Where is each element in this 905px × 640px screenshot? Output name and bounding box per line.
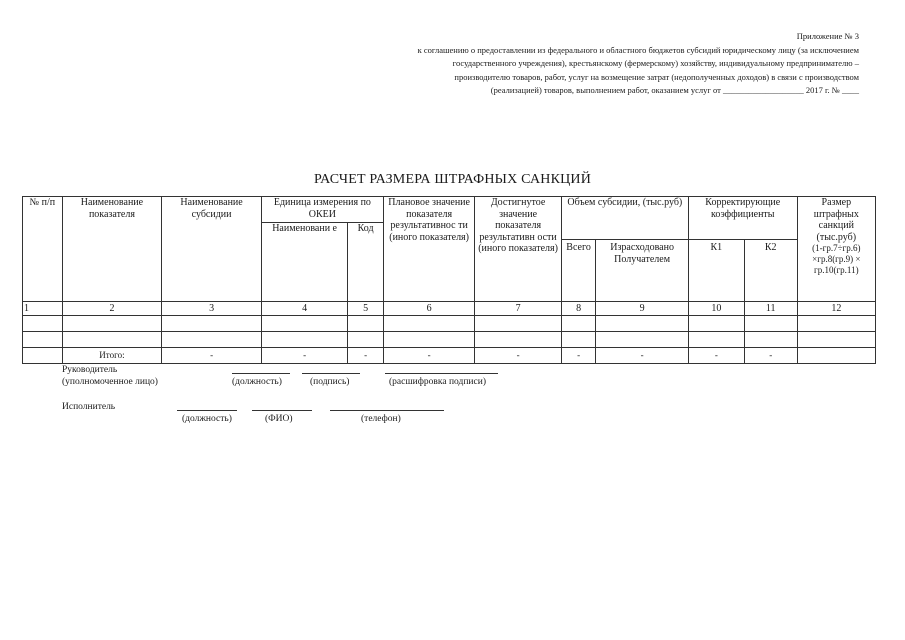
document-title: РАСЧЕТ РАЗМЕРА ШТРАФНЫХ САНКЦИЙ [313,172,592,187]
annex-line: государственного учреждения), крестьянскому (фермерскому) хозяйству, индивидуальному предпринимателю – [452,58,859,68]
table-cell[interactable] [62,332,162,348]
column-number: 1 [23,302,63,316]
head-position-line[interactable] [232,373,290,374]
total-cell: - [688,348,744,364]
table-cell[interactable] [596,316,689,332]
annex-line: к соглашению о предоставлении из федерального и областного бюджетов субсидий юридическому лицу (за исключением [417,44,859,55]
header-correction-coefficients: Корректирующие коэффициенты [688,197,797,240]
header-subsidy-spent [596,240,689,302]
table-cell[interactable] [688,332,744,348]
column-number: 12 [797,302,875,316]
header-penalty-formula: (1-гр.7÷гр.6) ×гр.8(гр.9) × гр.10(гр.11) [812,243,861,275]
header-indicator-name: Наименование показателя [62,197,162,302]
executor-label: Исполнитель [62,402,116,412]
header-subsidy-name: Наименование субсидии [162,197,262,302]
table-cell [797,348,875,364]
column-number: 10 [688,302,744,316]
table-cell[interactable] [23,316,63,332]
table-cell[interactable] [383,332,474,348]
total-label: Итого: [62,348,162,364]
annex-line: (реализацией) товаров, выполнением работ, оказанием услуг от ___________________ 2017 г. № ____ [490,85,859,95]
table-cell[interactable] [561,332,596,348]
executor-fio-caption: (ФИО) [265,414,293,424]
table-cell[interactable] [744,316,797,332]
header-k1-label: К1 [710,242,723,253]
table-cell[interactable] [348,332,384,348]
executor-phone-caption: (телефон) [361,414,401,424]
executor-fio-line[interactable] [252,410,312,411]
table-cell[interactable] [383,316,474,332]
annex-header [299,30,859,98]
header-penalty-size [797,197,875,302]
head-signature-line[interactable] [302,373,360,374]
total-cell: - [162,348,262,364]
table-cell[interactable] [475,332,561,348]
head-label: Руководитель [62,365,118,375]
table-cell[interactable] [797,332,875,348]
header-subsidy-total-label: Всего [566,242,591,253]
table-cell[interactable] [797,316,875,332]
table-cell[interactable] [62,316,162,332]
executor-position-line[interactable] [177,410,237,411]
header-unit-code: Код [348,223,384,302]
header-k2-label: К2 [764,242,777,253]
table-cell[interactable] [596,332,689,348]
header-k2 [744,240,797,302]
header-planned-value: Плановое значение показателя результативнос ти (иного показателя) [383,197,474,302]
column-number: 7 [475,302,561,316]
total-cell: - [475,348,561,364]
table-cell[interactable] [162,316,262,332]
table-cell[interactable] [261,316,347,332]
total-cell: - [261,348,347,364]
table-cell[interactable] [23,332,63,348]
table-row [23,332,876,348]
penalty-table [22,196,876,364]
table-cell[interactable] [561,316,596,332]
total-row [23,348,876,364]
table-cell[interactable] [162,332,262,348]
header-number: № п/п [23,197,63,302]
column-number: 2 [62,302,162,316]
total-cell: - [348,348,384,364]
annex-line: Приложение № 3 [796,31,859,41]
header-subsidy-volume: Объем субсидии, (тыс.руб) [561,197,688,240]
table-row [23,316,876,332]
total-cell: - [596,348,689,364]
column-number: 4 [261,302,347,316]
executor-phone-line[interactable] [330,410,444,411]
column-number: 6 [383,302,474,316]
column-number: 11 [744,302,797,316]
table-cell [23,348,63,364]
head-signature-caption: (подпись) [310,377,350,387]
column-number: 9 [596,302,689,316]
header-subsidy-total [561,240,596,302]
authorized-person-label: (уполномоченное лицо) [62,377,158,387]
table-cell[interactable] [261,332,347,348]
column-number: 3 [162,302,262,316]
table-cell[interactable] [744,332,797,348]
header-k1 [688,240,744,302]
column-number: 8 [561,302,596,316]
table-cell[interactable] [348,316,384,332]
head-position-caption: (должность) [232,377,282,387]
column-number-row [23,302,876,316]
annex-line: производителю товаров, работ, услуг на возмещение затрат (недополученных доходов) в связи с производством [454,71,859,82]
header-achieved-value: Достигнутое значение показателя результативн ости (иного показателя) [475,197,561,302]
total-cell: - [744,348,797,364]
header-unit-name: Наименовани е [261,223,347,302]
total-cell: - [561,348,596,364]
total-cell: - [383,348,474,364]
header-penalty-title: Размер штрафных санкций (тыс.руб) [813,197,859,243]
column-number: 5 [348,302,384,316]
header-subsidy-spent-label: Израсходовано Получателем [610,242,674,265]
head-decode-caption: (расшифровка подписи) [389,377,486,387]
executor-position-caption: (должность) [182,414,232,424]
head-decode-line[interactable] [385,373,498,374]
table-cell[interactable] [688,316,744,332]
table-cell[interactable] [475,316,561,332]
header-unit-okei: Единица измерения по ОКЕИ [261,197,383,223]
